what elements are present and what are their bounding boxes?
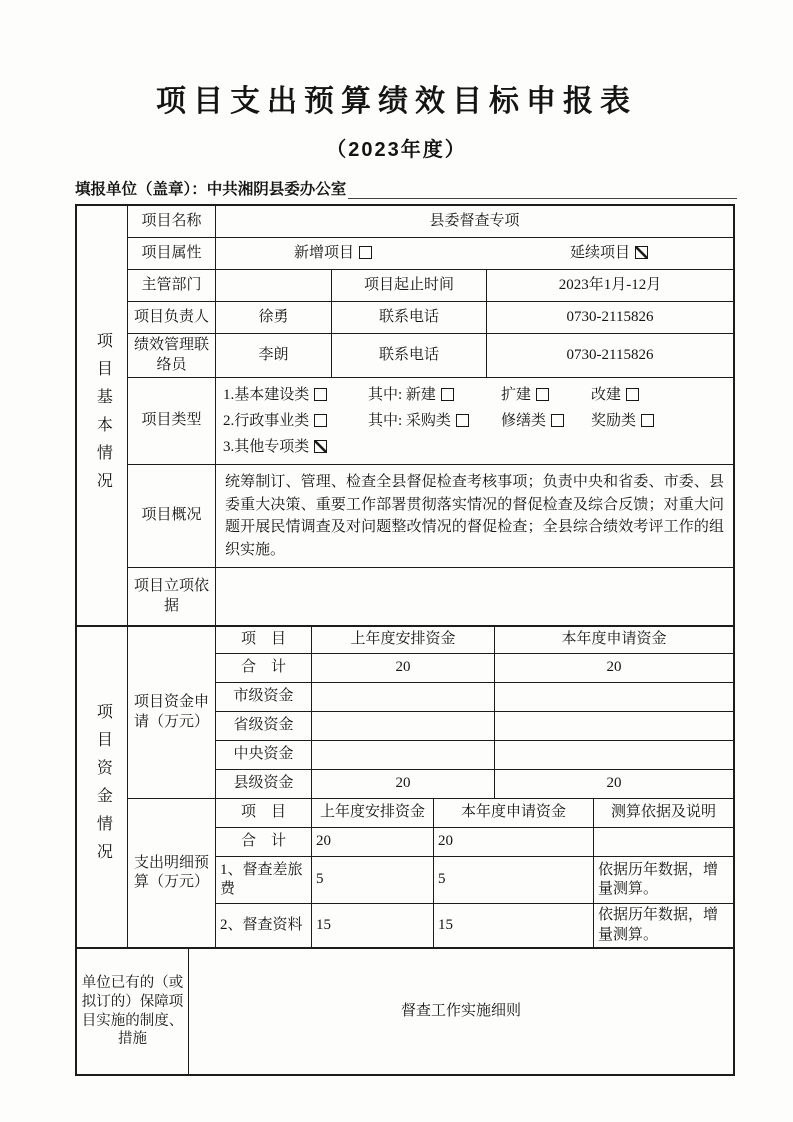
header-lastyear: 上年度安排资金 [311, 627, 494, 653]
section-basic-side-label: 项目基本情况 [94, 331, 112, 500]
checkbox-unchecked-icon [314, 388, 327, 401]
apply-county-lastyear: 20 [311, 770, 494, 798]
unit-value: 中共湘阴县委办公室 [206, 181, 347, 198]
table-header-row [216, 799, 733, 827]
unit-label: 填报单位（盖章）： [75, 181, 207, 198]
detail-material-label: 2、督查资料 [220, 916, 303, 933]
header-item: 项 目 [240, 631, 286, 648]
checkbox-unchecked-icon [641, 414, 654, 427]
type-reward [591, 409, 733, 433]
page-title: 项目支出预算绩效目标申报表 [156, 85, 637, 118]
funding-apply-table [216, 627, 733, 798]
table-row [216, 769, 733, 798]
row-project-type [128, 377, 733, 464]
detail-material-thisyear: 15 [433, 904, 593, 947]
type-newbuild-label: 其中: 新建 [368, 387, 436, 403]
checkbox-unchecked-icon [551, 414, 564, 427]
table-row [216, 740, 733, 769]
type-repair-label: 修缮类 [501, 413, 547, 429]
dept-label: 主管部门 [128, 270, 216, 301]
apply-total-label: 合 计 [240, 659, 286, 676]
expense-detail-block [128, 798, 733, 947]
expense-detail-table [216, 799, 733, 947]
project-attribute-options [216, 238, 733, 269]
project-name-label: 项目名称 [128, 206, 216, 237]
table-row [216, 711, 733, 740]
safeguard-value: 督查工作实施细则 [400, 1002, 521, 1019]
table-row [216, 653, 733, 682]
checkbox-unchecked-icon [626, 388, 639, 401]
checkbox-checked-icon [635, 246, 648, 259]
project-overview-label: 项目概况 [128, 465, 216, 567]
type-procurement-label: 其中: 采购类 [368, 413, 451, 429]
table-row [216, 682, 733, 711]
expense-detail-label: 支出明细预算（万元） [128, 799, 216, 947]
type-expansion-label: 扩建 [501, 387, 532, 403]
funding-apply-label: 项目资金申请（万元） [128, 627, 216, 798]
detail-total-label: 合 计 [240, 833, 286, 850]
table-header-row [216, 627, 733, 653]
detail-total-lastyear: 20 [311, 828, 433, 856]
row-dept [128, 269, 733, 301]
apply-central-lastyear [311, 741, 494, 769]
detail-travel-lastyear: 5 [311, 857, 433, 903]
apply-province-label: 省级资金 [233, 717, 294, 734]
checkbox-unchecked-icon [456, 414, 469, 427]
liaison-value: 李朗 [258, 346, 289, 363]
checkbox-unchecked-icon [314, 414, 327, 427]
header-thisyear: 本年度申请资金 [433, 799, 593, 827]
type-procurement [368, 409, 501, 433]
project-type-options [216, 378, 733, 464]
blank-underline [348, 183, 737, 200]
apply-province-thisyear [494, 712, 733, 740]
project-basis-value [216, 568, 733, 625]
section-basic-side-cell [77, 206, 128, 625]
apply-total-lastyear: 20 [311, 654, 494, 682]
option-new-project [294, 244, 372, 264]
checkbox-checked-icon [314, 440, 327, 453]
detail-travel-thisyear: 5 [433, 857, 593, 903]
option-continue-project [570, 244, 648, 264]
apply-total-thisyear: 20 [494, 654, 733, 682]
detail-travel-basis: 依据历年数据，增量测算。 [593, 857, 733, 903]
table-row [216, 827, 733, 856]
apply-city-label: 市级资金 [233, 688, 294, 705]
row-project-basis [128, 567, 733, 625]
project-basis-label: 项目立项依据 [128, 568, 216, 625]
option-new-project-label: 新增项目 [294, 244, 355, 261]
checkbox-unchecked-icon [536, 388, 549, 401]
table-row [216, 856, 733, 903]
header-basis: 测算依据及说明 [593, 799, 733, 827]
type-capital-construction [223, 383, 368, 407]
apply-county-label: 县级资金 [233, 775, 294, 792]
leader-value: 徐勇 [258, 308, 289, 325]
funding-apply-block [128, 627, 733, 798]
detail-travel-label: 1、督查差旅费 [220, 861, 303, 897]
type-rebuild-label: 改建 [591, 387, 622, 403]
row-project-attribute [128, 237, 733, 269]
type-administrative-label: 2.行政事业类 [223, 413, 310, 429]
row-leader [128, 301, 733, 333]
page-subtitle: （2023年度） [326, 139, 467, 161]
section-safeguard [77, 947, 733, 1074]
checkbox-unchecked-icon [441, 388, 454, 401]
liaison-phone-label: 联系电话 [331, 334, 486, 377]
section-basic [77, 206, 733, 625]
row-project-name [128, 206, 733, 237]
leader-label: 项目负责人 [128, 302, 216, 333]
detail-material-basis: 依据历年数据，增量测算。 [593, 904, 733, 947]
type-capital-construction-label: 1.基本建设类 [223, 387, 310, 403]
leader-phone-label: 联系电话 [331, 302, 486, 333]
type-newbuild [368, 383, 501, 407]
period-value: 2023年1月-12月 [486, 270, 733, 301]
project-type-label: 项目类型 [128, 378, 216, 464]
apply-central-label: 中央资金 [233, 746, 294, 763]
header-thisyear: 本年度申请资金 [494, 627, 733, 653]
type-repair [501, 409, 591, 433]
apply-city-thisyear [494, 683, 733, 711]
detail-material-lastyear: 15 [311, 904, 433, 947]
section-funding [77, 625, 733, 947]
type-rebuild [591, 383, 733, 407]
header-item: 项 目 [240, 804, 286, 821]
detail-total-thisyear: 20 [433, 828, 593, 856]
reporting-unit-line [75, 177, 737, 199]
project-overview-value: 统筹制订、管理、检查全县督促检查考核事项；负责中央和省委、市委、县委重大决策、重要工作部署贯彻落实情况的督促检查及综合反馈；对重大问题开展民情调查及对问题整改情况的督促检查；全县综合绩效考评工作的组织实施。 [225, 474, 724, 558]
type-expansion [501, 383, 591, 407]
option-continue-project-label: 延续项目 [569, 244, 630, 261]
dept-value [216, 270, 331, 301]
leader-phone-value: 0730-2115826 [486, 302, 733, 333]
checkbox-unchecked-icon [359, 246, 372, 259]
table-row [216, 903, 733, 947]
project-name-value: 县委督查专项 [429, 212, 520, 229]
section-funding-side-label: 项目资金情况 [94, 703, 112, 871]
detail-total-basis [593, 828, 733, 856]
safeguard-label: 单位已有的（或拟订的）保障项目实施的制度、措施 [77, 949, 189, 1074]
project-attribute-label: 项目属性 [128, 238, 216, 269]
period-label: 项目起止时间 [331, 270, 486, 301]
type-administrative [223, 409, 368, 433]
section-funding-side-cell [77, 627, 128, 947]
apply-central-thisyear [494, 741, 733, 769]
declaration-form-table [75, 204, 735, 1076]
apply-city-lastyear [311, 683, 494, 711]
header-lastyear: 上年度安排资金 [311, 799, 433, 827]
row-liaison [128, 333, 733, 377]
apply-county-thisyear: 20 [494, 770, 733, 798]
row-project-overview [128, 464, 733, 567]
apply-province-lastyear [311, 712, 494, 740]
type-other-special-label: 3.其他专项类 [223, 439, 310, 455]
liaison-label: 绩效管理联络员 [128, 334, 216, 377]
type-other-special [223, 435, 368, 459]
type-reward-label: 奖励类 [591, 413, 637, 429]
liaison-phone-value: 0730-2115826 [486, 334, 733, 377]
